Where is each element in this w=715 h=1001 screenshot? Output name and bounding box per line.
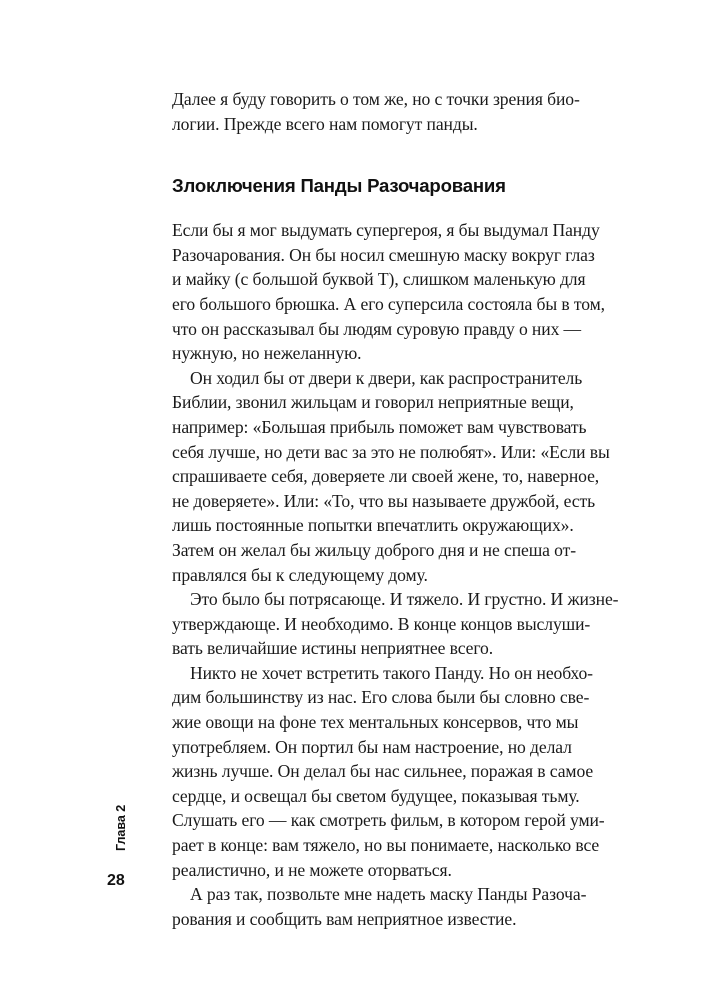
page-number: 28 bbox=[107, 872, 125, 889]
text-line: дим большинству из нас. Его слова были бы словно све- bbox=[172, 687, 590, 708]
text-column bbox=[172, 87, 619, 931]
text-line: лишь постоянные попытки впечатлить окружающих». bbox=[172, 515, 574, 536]
text-line: употребляем. Он портил бы нам настроение, но делал bbox=[172, 736, 572, 757]
text-line: нужную, но нежеланную. bbox=[172, 343, 362, 364]
text-line: логии. Прежде всего нам помогут панды. bbox=[172, 113, 478, 134]
text-line: А раз так, позвольте мне надеть маску Панды Разоча- bbox=[190, 884, 587, 905]
text-line: сердце, и освещал бы светом будущее, показывая тьму. bbox=[172, 785, 580, 806]
text-line: утверждающе. И необходимо. В конце концов выслуши- bbox=[172, 613, 591, 634]
text-line: реалистично, и не можете оторваться. bbox=[172, 859, 452, 880]
text-line: вать величайшие истины неприятнее всего. bbox=[172, 638, 494, 659]
text-line: Разочарования. Он бы носил смешную маску вокруг глаз bbox=[172, 244, 595, 265]
text-line: рования и сообщить вам неприятное известие. bbox=[172, 908, 517, 929]
text-line: рает в конце: вам тяжело, но вы понимаете, насколько все bbox=[172, 835, 600, 856]
text-line: спрашиваете себя, доверяете ли своей жене, то, наверное, bbox=[172, 466, 600, 487]
text-line: Далее я буду говорить о том же, но с точки зрения био- bbox=[172, 89, 580, 109]
text-line: например: «Большая прибыль поможет вам чувствовать bbox=[172, 416, 587, 437]
text-line: правлялся бы к следующему дому. bbox=[172, 564, 428, 585]
intro-paragraph bbox=[172, 87, 580, 136]
text-line: его большого брюшка. А его суперсила состояла бы в том, bbox=[172, 293, 605, 314]
text-line: не доверяете». Или: «То, что вы называете дружбой, есть bbox=[172, 490, 596, 511]
paragraph-3 bbox=[172, 587, 619, 661]
text-line: Слушать его — как смотреть фильм, в котором герой уми- bbox=[172, 810, 605, 831]
text-line: и майку (с большой буквой Т), слишком маленькую для bbox=[172, 269, 586, 290]
section-heading: Злоключения Панды Разочарования bbox=[172, 175, 506, 197]
paragraph-2 bbox=[172, 366, 610, 587]
text-line: Никто не хочет встретить такого Панду. Но он необхо- bbox=[190, 662, 593, 683]
paragraph-1 bbox=[172, 218, 605, 366]
text-line: Он ходил бы от двери к двери, как распространитель bbox=[190, 367, 583, 388]
text-line: что он рассказывал бы людям суровую правду о них — bbox=[172, 318, 582, 339]
text-line: Библии, звонил жильцам и говорил неприятные вещи, bbox=[172, 392, 574, 413]
text-line: Это было бы потрясающе. И тяжело. И грустно. И жизне- bbox=[190, 589, 619, 610]
paragraph-5 bbox=[172, 882, 587, 931]
text-line: жизнь лучше. Он делал бы нас сильнее, поражая в самое bbox=[172, 761, 594, 782]
paragraph-4 bbox=[172, 661, 605, 882]
text-line: жие овощи на фоне тех ментальных консервов, что мы bbox=[172, 712, 579, 733]
text-line: себя лучше, но дети вас за это не полюбят». Или: «Если вы bbox=[172, 441, 610, 462]
running-head-chapter: Глава 2 bbox=[114, 804, 128, 852]
text-line: Если бы я мог выдумать супергероя, я бы выдумал Панду bbox=[172, 220, 600, 241]
text-line: Затем он желал бы жильцу доброго дня и не спеша от- bbox=[172, 539, 576, 560]
